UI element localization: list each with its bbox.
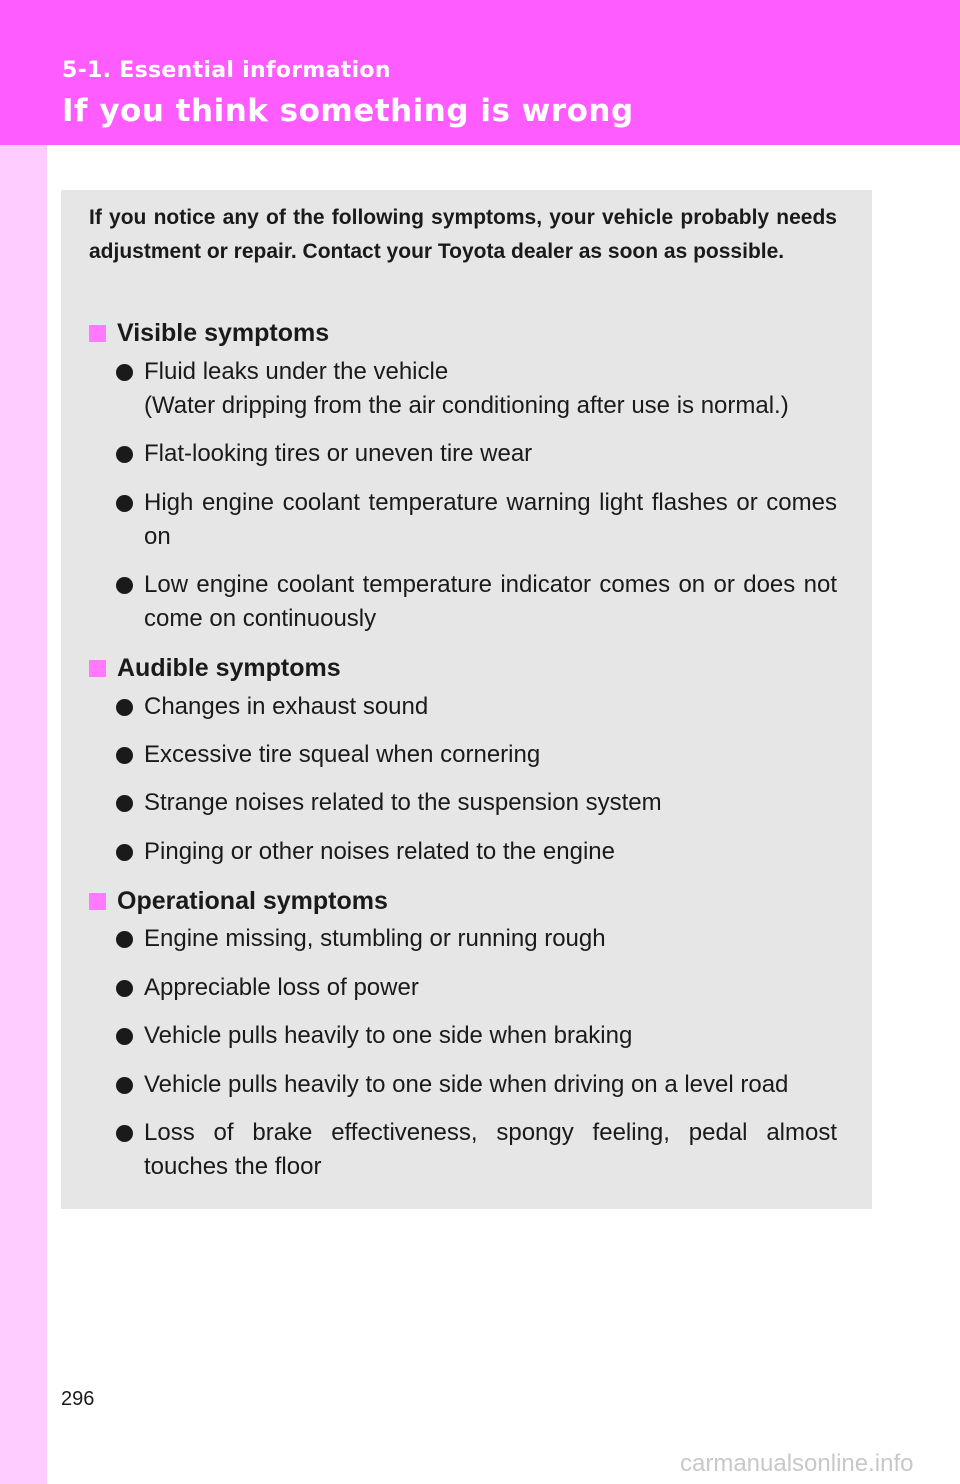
bullet-icon (116, 931, 133, 948)
list-item (114, 835, 837, 869)
list-item (114, 971, 837, 1005)
list-item (114, 922, 837, 956)
page-title: If you think something is wrong (62, 93, 634, 129)
list-item (114, 690, 837, 724)
intro-paragraph: If you notice any of the following symptoms, your vehicle probably needs adjustment or repair. Contact your Toyota dealer as soon as possible. (89, 206, 837, 263)
item-text: Pinging or other noises related to the engine (144, 838, 615, 865)
bullet-icon (116, 844, 133, 861)
list-item (114, 786, 837, 820)
list-item (114, 568, 837, 636)
item-text: High engine coolant temperature warning light flashes or comes on (144, 489, 837, 550)
list-item (114, 1116, 837, 1184)
square-bullet-icon (89, 893, 106, 910)
section-label: 5-1. Essential information (62, 58, 391, 83)
bullet-icon (116, 446, 133, 463)
item-note: (Water dripping from the air conditioning after use is normal.) (144, 392, 789, 419)
list-item (114, 486, 837, 554)
item-text: Engine missing, stumbling or running rough (144, 925, 606, 952)
bullet-icon (116, 1028, 133, 1045)
watermark: carmanualsonline.info (680, 1450, 914, 1477)
item-text: Strange noises related to the suspension system (144, 789, 662, 816)
list-item (114, 355, 837, 423)
bullet-icon (116, 1077, 133, 1094)
page-header (0, 0, 960, 145)
side-strip (0, 145, 47, 1484)
item-text: Low engine coolant temperature indicator comes on or does not come on continuously (144, 571, 837, 632)
bullet-icon (116, 699, 133, 716)
list-item (114, 738, 837, 772)
item-text: Changes in exhaust sound (144, 693, 429, 720)
item-text: Vehicle pulls heavily to one side when driving on a level road (144, 1071, 789, 1098)
item-text: Loss of brake effectiveness, spongy feeling, pedal almost touches the floor (144, 1119, 837, 1180)
heading-operational-symptoms (89, 884, 388, 918)
item-text: Excessive tire squeal when cornering (144, 741, 541, 768)
heading-text: Operational symptoms (117, 886, 388, 915)
heading-visible-symptoms (89, 316, 329, 350)
item-text: Flat-looking tires or uneven tire wear (144, 440, 533, 467)
bullet-icon (116, 495, 133, 512)
square-bullet-icon (89, 325, 106, 342)
list-item (114, 1019, 837, 1053)
bullet-icon (116, 795, 133, 812)
bullet-icon (116, 364, 133, 381)
bullet-icon (116, 980, 133, 997)
square-bullet-icon (89, 660, 106, 677)
item-text: Vehicle pulls heavily to one side when braking (144, 1022, 633, 1049)
bullet-icon (116, 747, 133, 764)
list-item (114, 1068, 837, 1102)
item-text: Fluid leaks under the vehicle (144, 358, 449, 385)
item-text: Appreciable loss of power (144, 974, 419, 1001)
list-item (114, 437, 837, 471)
bullet-icon (116, 1125, 133, 1142)
heading-text: Audible symptoms (117, 653, 341, 682)
heading-text: Visible symptoms (117, 318, 330, 347)
heading-audible-symptoms (89, 651, 341, 685)
bullet-icon (116, 577, 133, 594)
page-number: 296 (61, 1388, 95, 1410)
